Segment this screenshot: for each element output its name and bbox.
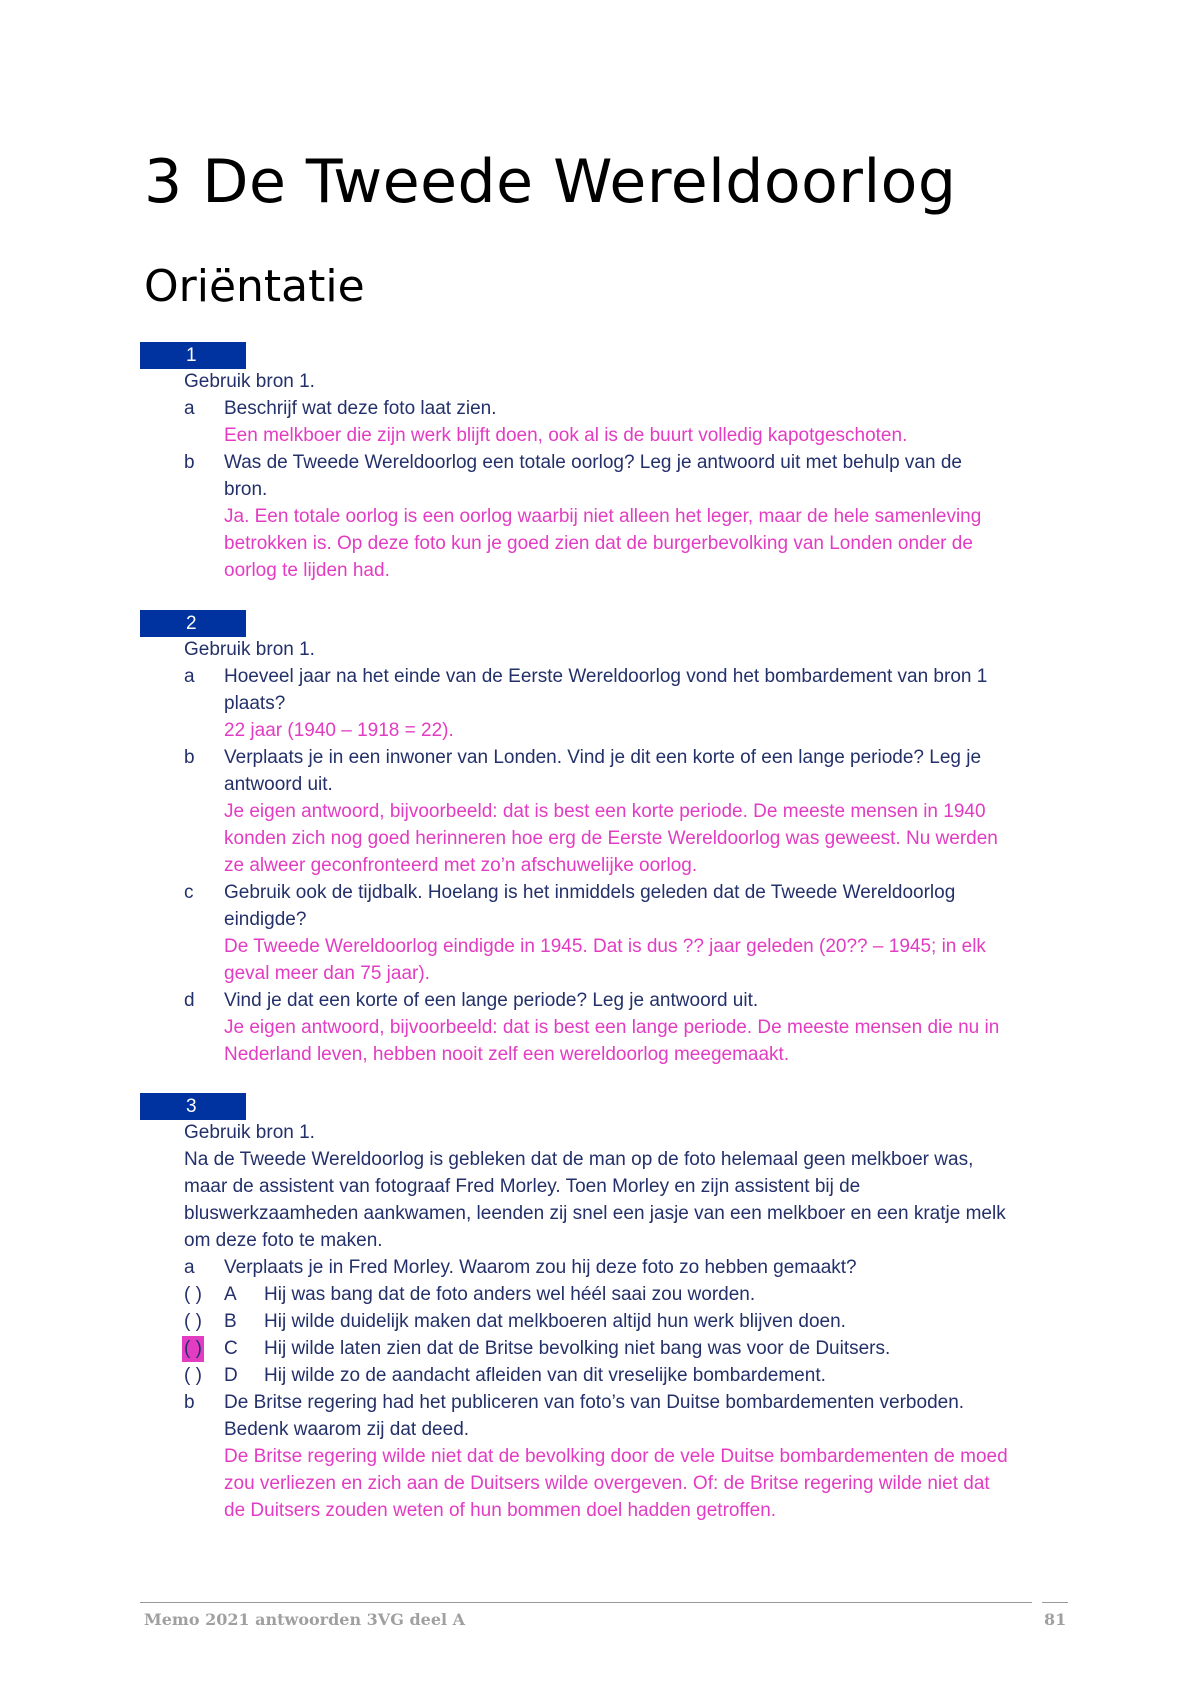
footer-title: Memo 2021 antwoorden 3VG deel A [144, 1610, 466, 1629]
answer-text: Een melkboer die zijn werk blijft doen, ook al is de buurt volledig kapotgeschoten. [224, 425, 908, 446]
chapter-title: 3 De Tweede Wereldoorlog [144, 147, 957, 217]
option-letter: C [224, 1338, 238, 1359]
answer-text: geval meer dan 75 jaar). [224, 963, 430, 984]
option-letter: D [224, 1365, 238, 1386]
option-text: Hij wilde duidelijk maken dat melkboeren altijd hun werk blijven doen. [264, 1311, 846, 1332]
question-body-text: om deze foto te maken. [184, 1230, 383, 1251]
answer-text: Je eigen antwoord, bijvoorbeeld: dat is best een lange periode. De meeste mensen die nu in [224, 1017, 1000, 1038]
option-letter: B [224, 1311, 237, 1332]
question-body-text: Na de Tweede Wereldoorlog is gebleken dat de man op de foto helemaal geen melkboer was, [184, 1149, 974, 1170]
question-body-text: bluswerkzaamheden aankwamen, leenden zij snel een jasje van een melkboer en een kratje melk [184, 1203, 1006, 1224]
option-text: Hij wilde zo de aandacht afleiden van dit vreselijke bombardement. [264, 1365, 826, 1386]
subquestion-text: De Britse regering had het publiceren van foto’s van Duitse bombardementen verboden. [224, 1392, 965, 1413]
option-checkbox[interactable]: ( ) [184, 1365, 202, 1386]
subquestion-label: a [184, 398, 195, 419]
page-number: 81 [1044, 1610, 1067, 1629]
subquestion-text: Hoeveel jaar na het einde van de Eerste Wereldoorlog vond het bombardement van bron 1 [224, 666, 988, 687]
answer-text: De Tweede Wereldoorlog eindigde in 1945. Dat is dus ?? jaar geleden (20?? – 1945; in elk [224, 936, 986, 957]
answer-text: 22 jaar (1940 – 1918 = 22). [224, 720, 454, 741]
subquestion-text: Bedenk waarom zij dat deed. [224, 1419, 470, 1440]
option-checkbox-selected[interactable]: ( ) [182, 1336, 204, 1362]
subquestion-text: antwoord uit. [224, 774, 333, 795]
answer-text: ze alweer geconfronteerd met zo’n afschuwelijke oorlog. [224, 855, 698, 876]
section-title: Oriëntatie [144, 261, 365, 312]
answer-text: Je eigen antwoord, bijvoorbeeld: dat is best een korte periode. De meeste mensen in 1940 [224, 801, 986, 822]
question-intro: Gebruik bron 1. [184, 371, 315, 392]
answer-text: oorlog te lijden had. [224, 560, 390, 581]
subquestion-text: Was de Tweede Wereldoorlog een totale oorlog? Leg je antwoord uit met behulp van de [224, 452, 962, 473]
subquestion-text: Vind je dat een korte of een lange periode? Leg je antwoord uit. [224, 990, 759, 1011]
footer-divider [140, 1602, 1032, 1603]
subquestion-text: eindigde? [224, 909, 307, 930]
subquestion-text: plaats? [224, 693, 286, 714]
subquestion-label: b [184, 452, 195, 473]
answer-text: zou verliezen en zich aan de Duitsers wilde overgeven. Of: de Britse regering wilde niet dat [224, 1473, 990, 1494]
subquestion-text: Gebruik ook de tijdbalk. Hoelang is het inmiddels geleden dat de Tweede Wereldoorlog [224, 882, 956, 903]
question-intro: Gebruik bron 1. [184, 639, 315, 660]
subquestion-label: d [184, 990, 195, 1011]
question-number-badge: 2 [140, 610, 246, 637]
subquestion-text: Verplaats je in Fred Morley. Waarom zou hij deze foto zo hebben gemaakt? [224, 1257, 857, 1278]
subquestion-text: bron. [224, 479, 268, 500]
answer-text: De Britse regering wilde niet dat de bevolking door de vele Duitse bombardementen de moed [224, 1446, 1008, 1467]
question-number-badge: 3 [140, 1093, 246, 1120]
option-letter: A [224, 1284, 237, 1305]
subquestion-text: Verplaats je in een inwoner van Londen. Vind je dit een korte of een lange periode? Leg je [224, 747, 982, 768]
question-number-badge: 1 [140, 342, 246, 369]
answer-text: Ja. Een totale oorlog is een oorlog waarbij niet alleen het leger, maar de hele samenleving [224, 506, 982, 527]
answer-text: Nederland leven, hebben nooit zelf een wereldoorlog meegemaakt. [224, 1044, 790, 1065]
subquestion-label: a [184, 666, 195, 687]
subquestion-text: Beschrijf wat deze foto laat zien. [224, 398, 497, 419]
option-checkbox[interactable]: ( ) [184, 1311, 202, 1332]
answer-text: betrokken is. Op deze foto kun je goed zien dat de burgerbevolking van Londen onder de [224, 533, 973, 554]
subquestion-label: c [184, 882, 194, 903]
question-body-text: maar de assistent van fotograaf Fred Morley. Toen Morley en zijn assistent bij de [184, 1176, 861, 1197]
subquestion-label: b [184, 1392, 195, 1413]
subquestion-label: a [184, 1257, 195, 1278]
answer-text: konden zich nog goed herinneren hoe erg de Eerste Wereldoorlog was geweest. Nu werden [224, 828, 998, 849]
option-checkbox[interactable]: ( ) [184, 1284, 202, 1305]
answer-text: de Duitsers zouden weten of hun bommen doel hadden getroffen. [224, 1500, 777, 1521]
subquestion-label: b [184, 747, 195, 768]
footer-divider [1042, 1602, 1068, 1603]
question-intro: Gebruik bron 1. [184, 1122, 315, 1143]
option-text: Hij wilde laten zien dat de Britse bevolking niet bang was voor de Duitsers. [264, 1338, 891, 1359]
option-text: Hij was bang dat de foto anders wel héél saai zou worden. [264, 1284, 756, 1305]
